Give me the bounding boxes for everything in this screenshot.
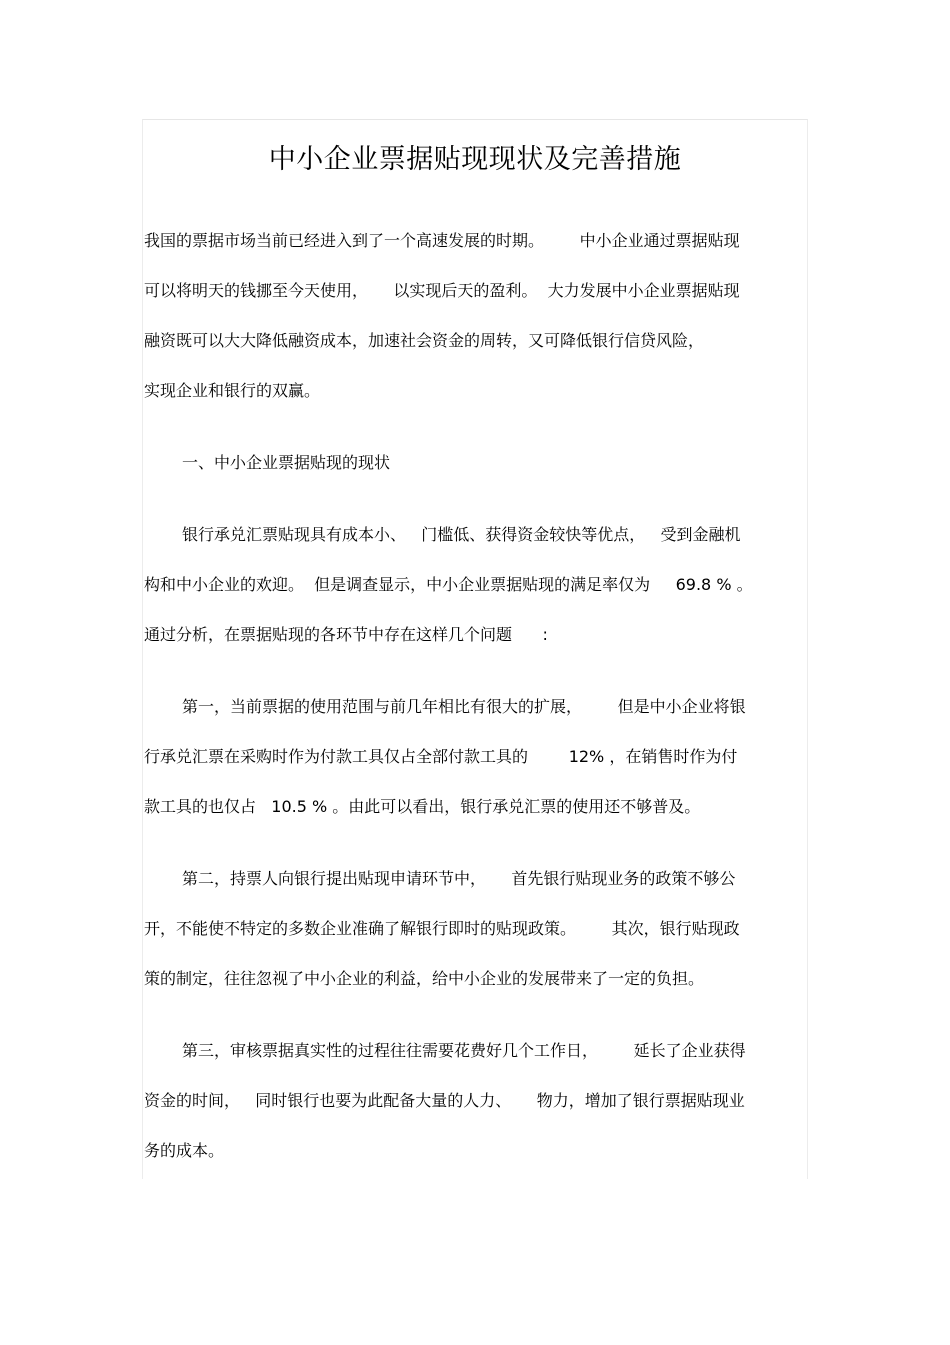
page-frame — [142, 119, 808, 1179]
paragraph-line: 开，不能使不特定的多数企业准确了解银行即时的贴现政策。 其次，银行贴现政 — [144, 919, 740, 938]
paragraph-line: 行承兑汇票在采购时作为付款工具仅占全部付款工具的 12% ，在销售时作为付 — [144, 747, 738, 766]
paragraph-line: 务的成本。 — [144, 1141, 225, 1160]
paragraph-line: 构和中小企业的欢迎。 但是调查显示，中小企业票据贴现的满足率仅为 69.8 % 。 — [144, 575, 753, 594]
paragraph-line: 可以将明天的钱挪至今天使用， 以实现后天的盈利。 大力发展中小企业票据贴现 — [144, 281, 740, 300]
paragraph-line: 策的制定，往往忽视了中小企业的利益，给中小企业的发展带来了一定的负担。 — [144, 969, 705, 988]
paragraph-line: 通过分析，在票据贴现的各环节中存在这样几个问题 : — [144, 625, 548, 644]
paragraph-line: 融资既可以大大降低融资成本，加速社会资金的周转，又可降低银行信贷风险， — [144, 331, 705, 350]
paragraph-line: 资金的时间， 同时银行也要为此配备大量的人力、 物力，增加了银行票据贴现业 — [144, 1091, 745, 1110]
paragraph-line: 实现企业和银行的双赢。 — [144, 381, 321, 400]
document-title: 中小企业票据贴现现状及完善措施 — [268, 144, 682, 175]
section-heading: 一、中小企业票据贴现的现状 — [182, 453, 391, 472]
paragraph-line: 第二，持票人向银行提出贴现申请环节中， 首先银行贴现业务的政策不够公 — [182, 869, 736, 888]
paragraph-line: 我国的票据市场当前已经进入到了一个高速发展的时期。 中小企业通过票据贴现 — [144, 231, 740, 250]
paragraph-line: 银行承兑汇票贴现具有成本小、 门槛低、获得资金较快等优点， 受到金融机 — [182, 525, 741, 544]
paragraph-line: 第三，审核票据真实性的过程往往需要花费好几个工作日， 延长了企业获得 — [182, 1041, 746, 1060]
paragraph-line: 第一，当前票据的使用范围与前几年相比有很大的扩展， 但是中小企业将银 — [182, 697, 746, 716]
paragraph-line: 款工具的也仅占 10.5 % 。由此可以看出，银行承兑汇票的使用还不够普及。 — [144, 797, 701, 816]
